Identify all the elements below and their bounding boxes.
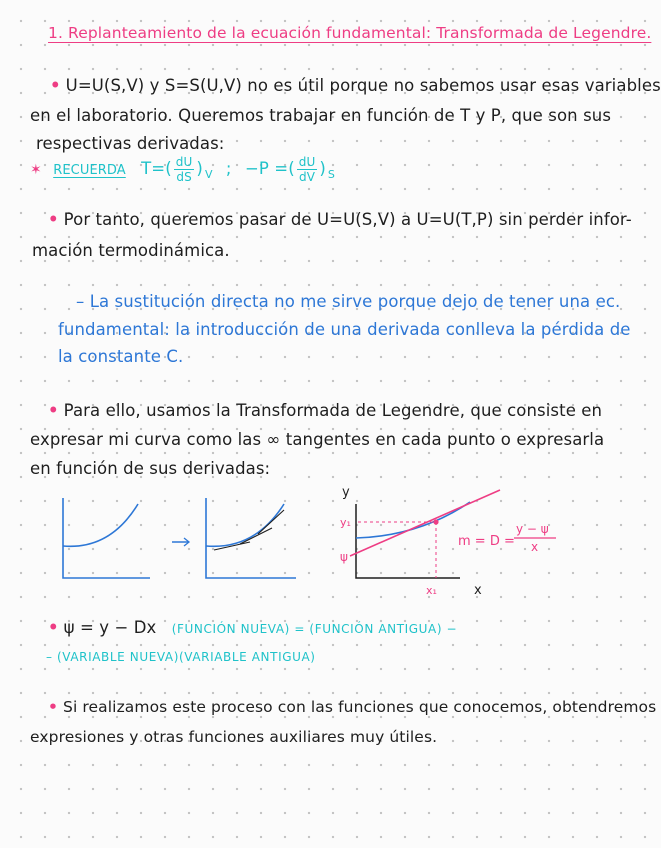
curve-graph — [63, 498, 150, 578]
equation-description: (FUNCIÓN NUEVA) = (FUNCIÓN ANTIGUA) − — [171, 622, 458, 636]
legendre-equation: • ψ = y − Dx (FUNCIÓN NUEVA) = (FUNCIÓN ANTIGUA) − — [48, 618, 458, 637]
paragraph-3-line-2: fundamental: la introducción de una derivada conlleva la pérdida de — [58, 320, 631, 339]
paragraph-3-line-1: – La sustitución directa no me sirve porque dejo de tener una ec. — [76, 292, 621, 311]
page-title: 1. Replanteamiento de la ecuación fundamental: Transformada de Legendre. — [48, 24, 652, 42]
y-axis-label: y — [342, 485, 350, 500]
slope-formula-numerator: y − ψ — [516, 522, 549, 536]
paragraph-4-line-1: • Para ello, usamos la Transformada de Legendre, que consiste en — [48, 401, 603, 420]
paragraph-5-line-2: expresiones y otras funciones auxiliares muy útiles. — [30, 728, 438, 746]
graph-3-curve — [356, 502, 470, 538]
bullet-dot: • — [48, 210, 59, 229]
paragraph-4-line-3: en función de sus derivadas: — [30, 459, 271, 478]
bullet-dot: • — [50, 76, 61, 95]
slope-formula-lhs: m = D = — [458, 534, 515, 549]
paragraph-5-line-1: • Si realizamos este proceso con las funciones que conocemos, obtendremos — [48, 698, 657, 716]
legendre-graph — [340, 485, 556, 598]
legendre-diagram — [0, 484, 600, 604]
graph-1-axes — [63, 498, 150, 578]
paragraph-1-line-2: en el laboratorio. Queremos trabajar en función de T y P, que son sus — [30, 106, 612, 125]
tangents-graph — [206, 498, 296, 578]
paragraph-2-line-1: • Por tanto, queremos pasar de U=U(S,V) a U=U(T,P) sin perder infor- — [48, 210, 632, 229]
star-icon: ✶ — [30, 162, 42, 178]
paragraph-2-line-2: mación termodinámica. — [32, 241, 230, 260]
t-equation: T=( $\frac{dU}{dS}$ ) $_V$ — [141, 155, 213, 184]
tangent-point — [433, 519, 438, 524]
bullet-dot: • — [48, 698, 59, 716]
t-fraction: $\frac{dU}{dS}$ — [175, 155, 193, 184]
bullet-dot: • — [48, 401, 59, 420]
x1-label: x₁ — [426, 584, 437, 597]
paragraph-1-line-1: • U=U(S,V) y S=S(U,V) no es útil porque no sabemos usar esas variables — [50, 76, 661, 95]
p-equation: −P =( $\frac{dU}{dV}$ ) $_S$ — [244, 155, 335, 184]
p-fraction: $\frac{dU}{dV}$ — [298, 155, 316, 184]
equation-description-line-2: – (VARIABLE NUEVA)(VARIABLE ANTIGUA) — [46, 650, 316, 664]
recuerda-label: RECUERDA — [53, 163, 126, 178]
x-axis-label: x — [474, 583, 482, 598]
psi-label: ψ — [340, 550, 348, 564]
graph-2-curve — [206, 504, 284, 546]
paragraph-4-line-2: expresar mi curva como las ∞ tangentes en cada punto o expresarla — [30, 430, 605, 449]
paragraph-1-line-3: respectivas derivadas: — [36, 134, 225, 153]
paragraph-3-line-3: la constante C. — [58, 347, 184, 366]
graph-1-curve — [63, 504, 138, 546]
bullet-dot: • — [48, 618, 59, 637]
y1-label: y₁ — [340, 516, 351, 529]
tangent-line — [240, 528, 272, 544]
tangent-line — [258, 510, 284, 534]
recuerda-note: ✶ RECUERDA T=( $\frac{dU}{dS}$ ) $_V$ ; −P =( $\frac{dU}{dV}$ ) $_S$ — [30, 155, 335, 184]
slope-formula-denominator: x — [531, 540, 539, 554]
